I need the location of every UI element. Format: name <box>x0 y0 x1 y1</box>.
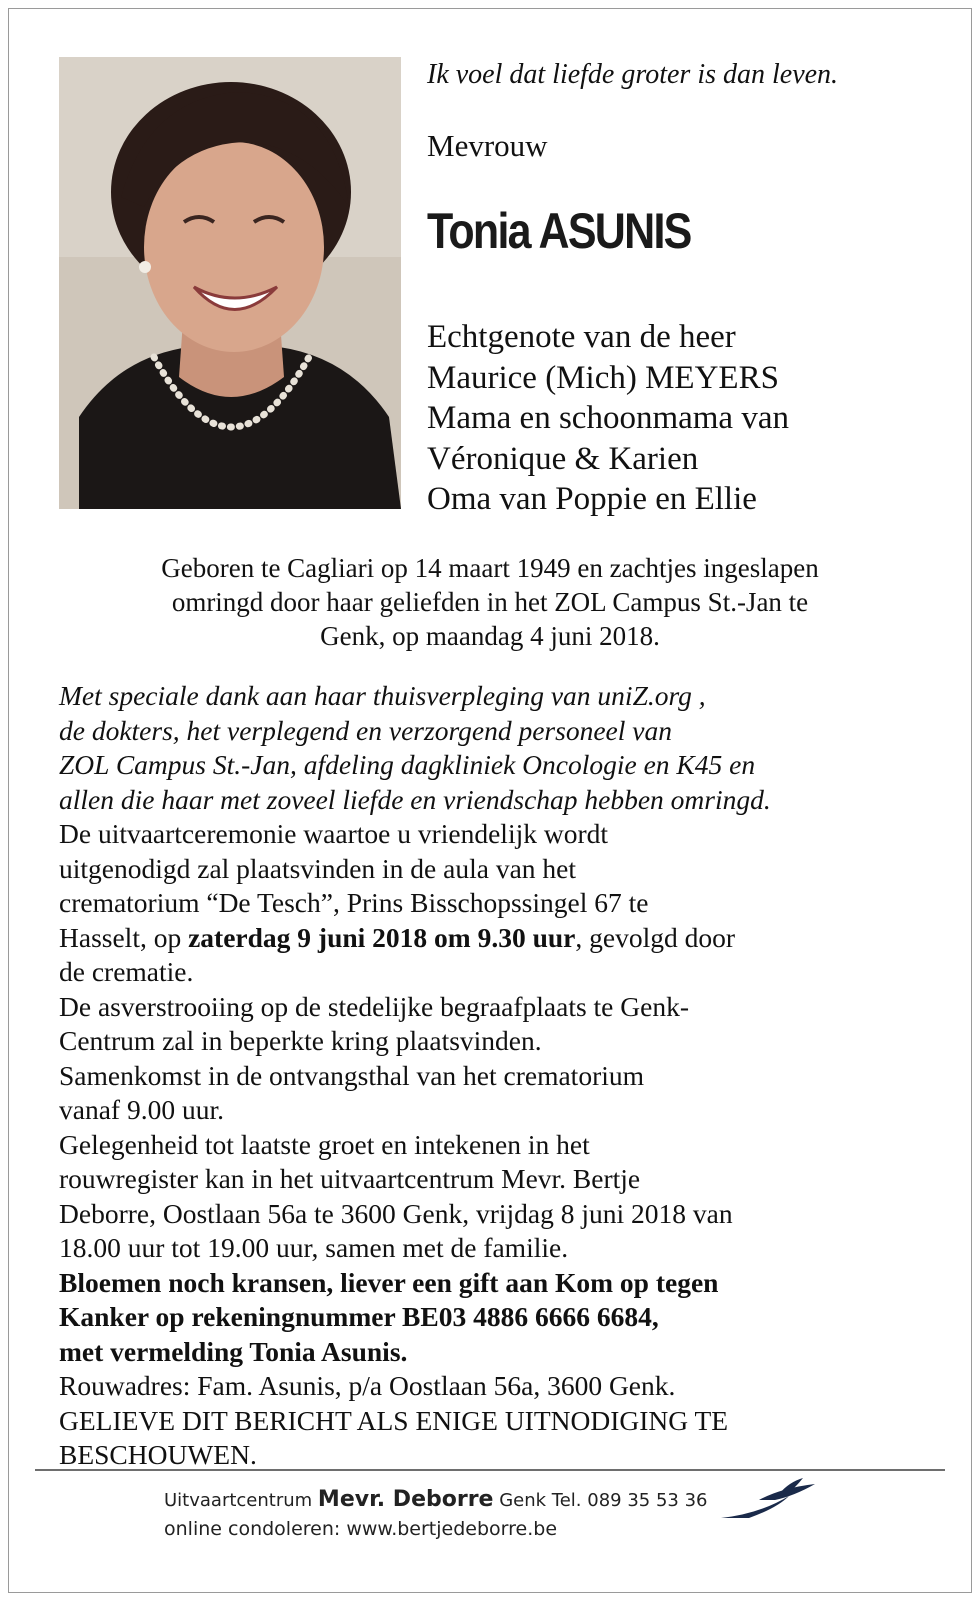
salutation: Mevrouw <box>427 128 548 163</box>
invitation-notice <box>59 1404 951 1473</box>
thanks-line: Met speciale dank aan haar thuisverpleging van uniZ.org , <box>59 680 706 711</box>
visit-paragraph <box>59 1128 951 1266</box>
birth-line: Genk, op maandag 4 juni 2018. <box>320 621 660 651</box>
thanks-line: ZOL Campus St.-Jan, afdeling dagkliniek Oncologie en K45 en <box>59 749 756 780</box>
thanks-line: de dokters, het verplegend en verzorgend personeel van <box>59 714 672 746</box>
footer-divider <box>35 1469 945 1471</box>
obituary-card <box>8 8 972 1593</box>
bird-logo-icon <box>719 1474 819 1524</box>
visit-line: 18.00 uur tot 19.00 uur, samen met de familie. <box>59 1232 569 1263</box>
thanks-paragraph <box>59 679 951 817</box>
ceremony-text: Hasselt, op <box>59 921 189 953</box>
notice-line: GELIEVE DIT BERICHT ALS ENIGE UITNODIGING TE <box>59 1404 729 1436</box>
flowers-paragraph <box>59 1266 951 1370</box>
relation-line: Véronique & Karien <box>427 440 699 477</box>
funeral-home-footer <box>164 1487 707 1544</box>
funeral-home-label: Uitvaartcentrum <box>164 1490 313 1511</box>
flowers-line: met vermelding Tonia Asunis. <box>59 1335 408 1367</box>
birth-line: Geboren te Cagliari op 14 maart 1949 en zachtjes ingeslapen <box>161 553 819 583</box>
ashes-line: De asverstrooiing op de stedelijke begraafplaats te Genk- <box>59 990 689 1022</box>
ceremony-line: de crematie. <box>59 956 194 987</box>
ceremony-line <box>59 921 951 956</box>
visit-line: rouwregister kan in het uitvaartcentrum Mevr. Bertje <box>59 1163 641 1194</box>
ashes-paragraph <box>59 990 951 1059</box>
ceremony-line: uitgenodigd zal plaatsvinden in de aula van het <box>59 852 576 884</box>
ceremony-line: crematorium “De Tesch”, Prins Bisschopssingel 67 te <box>59 887 649 918</box>
funeral-home-brand: Mevr. Deborre <box>317 1487 494 1512</box>
ceremony-line: De uitvaartceremonie waartoe u vriendelijk wordt <box>59 818 609 849</box>
visit-line: Gelegenheid tot laatste groet en intekenen in het <box>59 1128 590 1160</box>
relation-line: Mama en schoonmama van <box>427 400 789 436</box>
portrait-image <box>59 57 401 509</box>
opening-quote: Ik voel dat liefde groter is dan leven. <box>427 59 839 90</box>
gathering-line: vanaf 9.00 uur. <box>59 1094 224 1125</box>
funeral-home-line <box>164 1487 707 1514</box>
online-condolence-link[interactable]: online condoleren: www.bertjedeborre.be <box>164 1518 558 1540</box>
thanks-line: allen die haar met zoveel liefde en vriendschap hebben omringd. <box>59 783 771 815</box>
deceased-name: Tonia ASUNIS <box>427 203 691 259</box>
ceremony-date-time: zaterdag 9 juni 2018 om 9.30 uur <box>188 921 576 953</box>
visit-line: Deborre, Oostlaan 56a te 3600 Genk, vrijdag 8 juni 2018 van <box>59 1197 733 1229</box>
gathering-paragraph <box>59 1059 951 1128</box>
mourning-address: Rouwadres: Fam. Asunis, p/a Oostlaan 56a, 3600 Genk. <box>59 1370 676 1401</box>
ceremony-paragraph <box>59 817 951 990</box>
relation-line: Maurice (Mich) MEYERS <box>427 359 779 396</box>
announcement-body <box>59 679 951 1473</box>
gathering-line: Samenkomst in de ontvangsthal van het crematorium <box>59 1059 645 1091</box>
relations-list <box>427 317 789 520</box>
birth-death-paragraph <box>39 551 941 653</box>
ceremony-text: , gevolgd door <box>575 921 736 953</box>
funeral-home-phone: Genk Tel. 089 35 53 36 <box>499 1490 708 1511</box>
relation-line: Oma van Poppie en Ellie <box>427 481 757 517</box>
portrait-photo <box>59 57 401 509</box>
relation-line: Echtgenote van de heer <box>427 319 736 355</box>
flowers-line: Kanker op rekeningnummer BE03 4886 6666 6684, <box>59 1301 659 1332</box>
birth-line: omringd door haar geliefden in het ZOL Campus St.-Jan te <box>171 587 809 617</box>
notice-line: BESCHOUWEN. <box>59 1439 257 1470</box>
ashes-line: Centrum zal in beperkte kring plaatsvinden. <box>59 1025 542 1056</box>
flowers-line: Bloemen noch kransen, liever een gift aan Kom op tegen <box>59 1266 719 1298</box>
